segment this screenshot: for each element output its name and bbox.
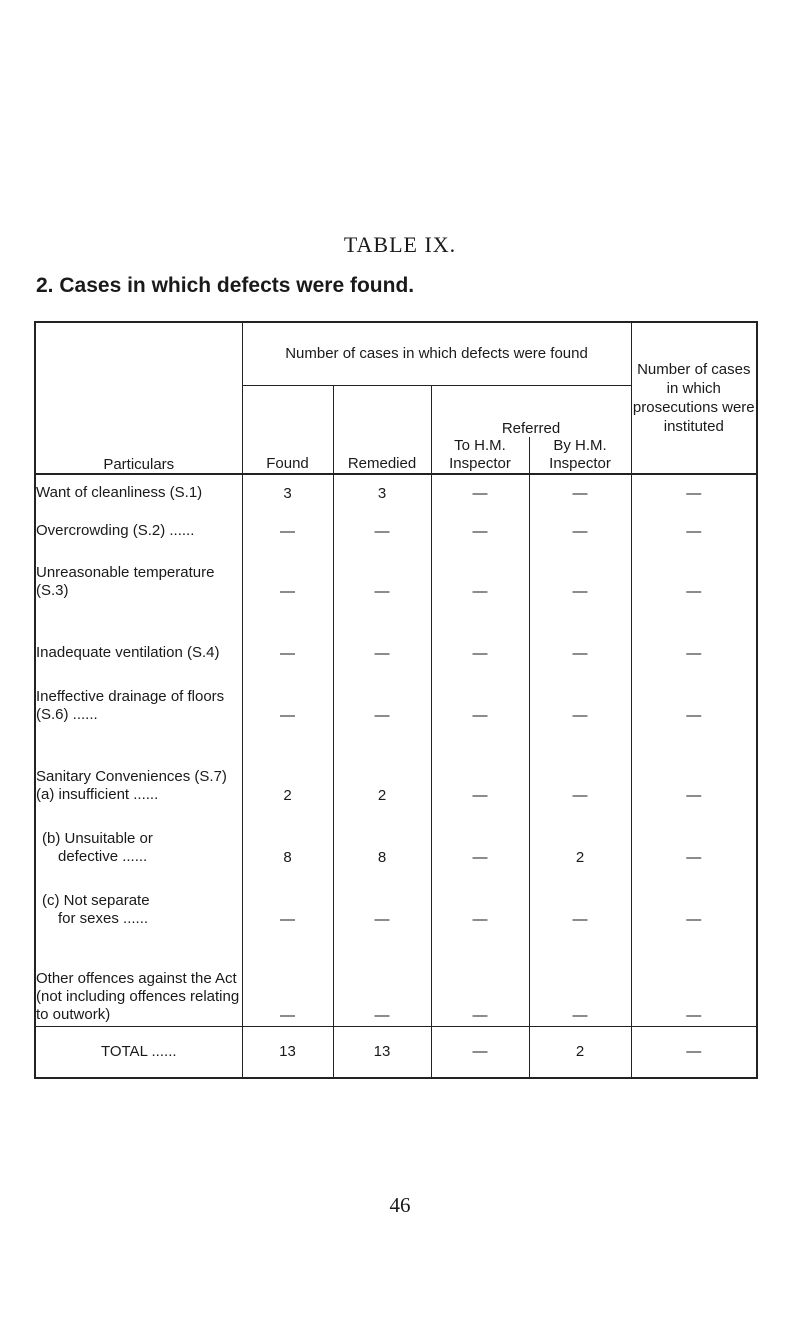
- row-label: Other offences against the Act (not including offences relating to outwork): [35, 930, 242, 1026]
- cell-to-hm: —: [431, 602, 529, 664]
- row-label: Ineffective drainage of floors (S.6) ......: [35, 664, 242, 726]
- cell-to-hm: —: [431, 542, 529, 602]
- cell-remedied: —: [333, 542, 431, 602]
- total-by-hm: 2: [529, 1026, 631, 1078]
- cell-prosecutions: —: [631, 930, 757, 1026]
- cell-to-hm: —: [431, 664, 529, 726]
- cell-by-hm: —: [529, 868, 631, 930]
- row-label-group: [35, 868, 242, 930]
- section-heading: [36, 274, 414, 298]
- section-heading-text: Cases in which defects were found.: [59, 274, 415, 297]
- cell-found: —: [242, 602, 333, 664]
- cell-by-hm: —: [529, 930, 631, 1026]
- total-row: [35, 1026, 757, 1078]
- row-sub-label: (a) insufficient ......: [36, 786, 159, 803]
- cell-by-hm: —: [529, 542, 631, 602]
- cell-found: —: [242, 542, 333, 602]
- cell-found: 8: [242, 806, 333, 868]
- cell-remedied: 8: [333, 806, 431, 868]
- header-referred: Referred: [431, 386, 631, 438]
- cell-found: —: [242, 664, 333, 726]
- table-row: [35, 504, 757, 542]
- cell-found: —: [242, 868, 333, 930]
- cell-found: 2: [242, 726, 333, 806]
- row-label: (b) Unsuitable or: [42, 830, 153, 847]
- cell-prosecutions: —: [631, 504, 757, 542]
- page-number: 46: [389, 1193, 411, 1217]
- row-sub-label: for sexes ......: [58, 910, 149, 927]
- header-found: Found: [242, 386, 333, 475]
- table-row: [35, 542, 757, 602]
- cell-remedied: 3: [333, 474, 431, 504]
- header-to-hm-inspector: To H.M. Inspector: [431, 437, 529, 474]
- cell-to-hm: —: [431, 868, 529, 930]
- total-found: 13: [242, 1026, 333, 1078]
- section-number: 2.: [36, 274, 54, 297]
- cell-prosecutions: —: [631, 868, 757, 930]
- cell-prosecutions: —: [631, 806, 757, 868]
- cell-by-hm: —: [529, 602, 631, 664]
- cell-remedied: —: [333, 664, 431, 726]
- cell-remedied: —: [333, 602, 431, 664]
- table-row: [35, 602, 757, 664]
- total-remedied: 13: [333, 1026, 431, 1078]
- table-row: [35, 474, 757, 504]
- cell-remedied: —: [333, 504, 431, 542]
- row-label: Unreasonable temperature (S.3): [35, 542, 242, 602]
- cell-by-hm: —: [529, 726, 631, 806]
- cell-by-hm: —: [529, 664, 631, 726]
- header-particulars: Particulars: [35, 322, 242, 474]
- cell-remedied: —: [333, 868, 431, 930]
- row-label-group: [35, 806, 242, 868]
- total-prosecutions: —: [631, 1026, 757, 1078]
- row-label-group: [35, 726, 242, 806]
- cell-by-hm: —: [529, 504, 631, 542]
- header-prosecutions: Number of cases in which prosecutions were instituted: [631, 322, 757, 474]
- header-remedied: Remedied: [333, 386, 431, 475]
- total-to-hm: —: [431, 1026, 529, 1078]
- table-row: [35, 664, 757, 726]
- row-label: Inadequate ventilation (S.4): [35, 602, 242, 664]
- cell-to-hm: —: [431, 726, 529, 806]
- header-by-hm-inspector: By H.M. Inspector: [529, 437, 631, 474]
- row-label: (c) Not separate: [42, 892, 150, 909]
- cell-prosecutions: —: [631, 542, 757, 602]
- cell-to-hm: —: [431, 806, 529, 868]
- table-row: [35, 806, 757, 868]
- row-label: Sanitary Conveniences (S.7): [36, 768, 227, 785]
- row-sub-label: defective ......: [58, 848, 148, 865]
- table-row: [35, 726, 757, 806]
- cell-found: 3: [242, 474, 333, 504]
- header-defects-group: Number of cases in which defects were found: [242, 322, 631, 386]
- cell-to-hm: —: [431, 504, 529, 542]
- row-label: Overcrowding (S.2) ......: [35, 504, 242, 542]
- table-title: TABLE IX.: [343, 232, 457, 257]
- cell-remedied: 2: [333, 726, 431, 806]
- cell-prosecutions: —: [631, 726, 757, 806]
- cell-found: —: [242, 504, 333, 542]
- defects-table: [34, 321, 758, 1079]
- row-label: Want of cleanliness (S.1): [35, 474, 242, 504]
- table-row: [35, 930, 757, 1026]
- total-label: TOTAL ......: [35, 1026, 242, 1078]
- cell-to-hm: —: [431, 930, 529, 1026]
- cell-prosecutions: —: [631, 474, 757, 504]
- cell-to-hm: —: [431, 474, 529, 504]
- cell-found: —: [242, 930, 333, 1026]
- cell-by-hm: 2: [529, 806, 631, 868]
- cell-remedied: —: [333, 930, 431, 1026]
- cell-by-hm: —: [529, 474, 631, 504]
- cell-prosecutions: —: [631, 602, 757, 664]
- cell-prosecutions: —: [631, 664, 757, 726]
- table-row: [35, 868, 757, 930]
